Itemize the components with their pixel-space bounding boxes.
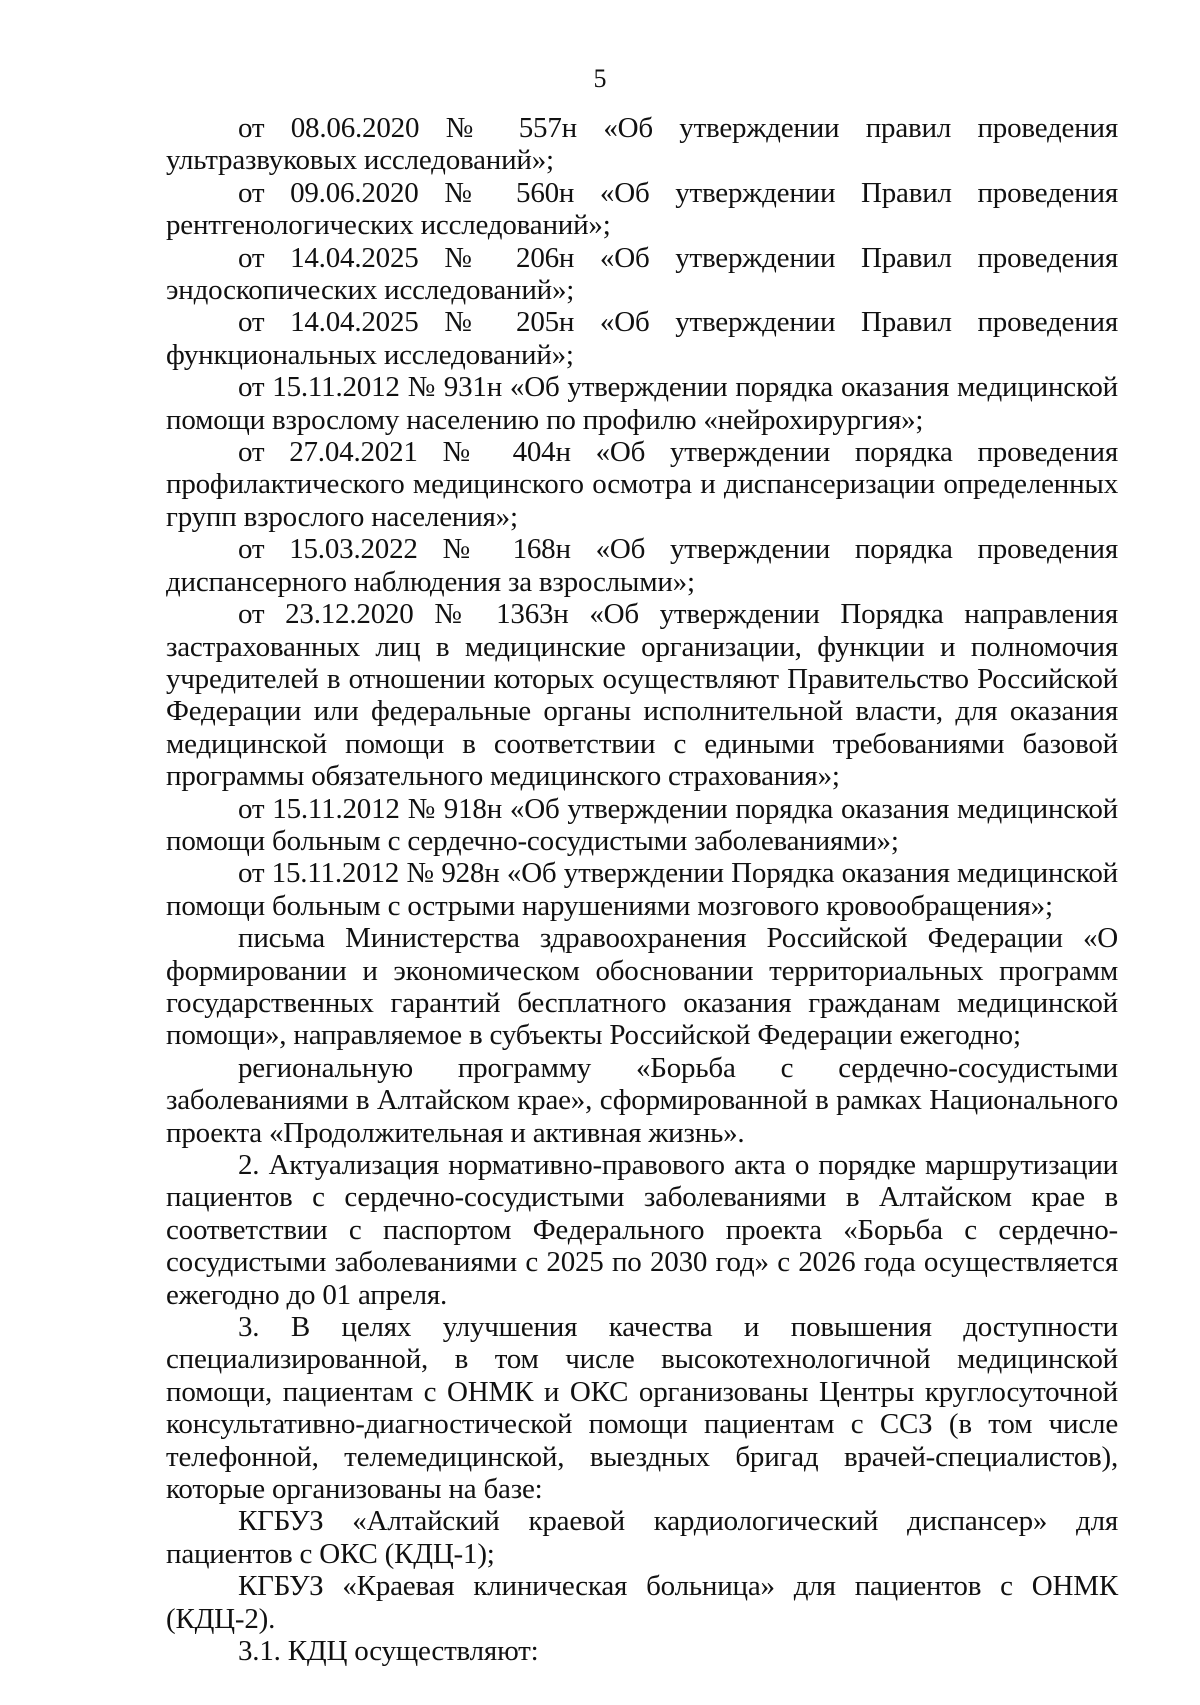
page-number: 5 (593, 64, 607, 93)
paragraph-ministry-letter: письма Министерства здравоохранения Российской Федерации «О формировании и экономическом обосновании территориальных программ государственных гарантий бесплатного оказания гражданам медицинской помощи», направляемое в субъекты Российской Федерации ежегодно; (166, 922, 1118, 1052)
paragraph-order-560n: от 09.06.2020 № 560н «Об утверждении Правил проведения рентгенологических исследований»; (166, 176, 1118, 242)
paragraph-order-206n: от 14.04.2025 № 206н «Об утверждении Правил проведения эндоскопических исследований»; (166, 241, 1118, 307)
paragraph-item-3-1: 3.1. КДЦ осуществляют: (238, 1635, 539, 1668)
paragraph-order-205n: от 14.04.2025 № 205н «Об утверждении Правил проведения функциональных исследований»; (166, 306, 1118, 371)
paragraph-order-168n: от 15.03.2022 № 168н «Об утверждении порядка проведения диспансерного наблюдения за взрослыми»; (166, 533, 1118, 598)
document-body (166, 112, 1118, 1668)
paragraph-order-557n: от 08.06.2020 № 557н «Об утверждении правил проведения ультразвуковых исследований»; (166, 112, 1118, 177)
paragraph-order-404n: от 27.04.2021 № 404н «Об утверждении порядка проведения профилактического медицинского осмотра и диспансеризации определенных групп взрослого населения»; (166, 436, 1118, 533)
paragraph-item-2: 2. Актуализация нормативно-правового акта о порядке маршрутизации пациентов с сердечно-сосудистыми заболеваниями в Алтайском крае в соответствии с паспортом Федерального проекта «Борьба с сердечно-сосудистыми заболеваниями с 2025 по 2030 год» с 2026 года осуществляется ежегодно до 01 апреля. (166, 1149, 1118, 1311)
paragraph-item-3: 3. В целях улучшения качества и повышения доступности специализированной, в том числе высокотехнологичной медицинской помощи, пациентам с ОНМК и ОКС организованы Центры круглосуточной консультативно-диагностической помощи пациентам с ССЗ (в том числе телефонной, телемедицинской, выездных бригад врачей-специалистов), которые организованы на базе: (166, 1311, 1118, 1506)
paragraph-order-1363n: от 23.12.2020 № 1363н «Об утверждении Порядка направления застрахованных лиц в медицинские организации, функции и полномочия учредителей в отношении которых осуществляют Правительство Российской Федерации или федеральные органы исполнительной власти, для оказания медицинской помощи в соответствии с едиными требованиями базовой программы обязательного медицинского страхования»; (166, 598, 1118, 793)
paragraph-order-928n: от 15.11.2012 № 928н «Об утверждении Порядка оказания медицинской помощи больным с острыми нарушениями мозгового кровообращения»; (166, 857, 1118, 922)
paragraph-regional-program: региональную программу «Борьба с сердечно-сосудистыми заболеваниями в Алтайском крае», сформированной в рамках Национального проекта «Продолжительная и активная жизнь». (166, 1051, 1118, 1149)
paragraph-order-918n: от 15.11.2012 № 918н «Об утверждении порядка оказания медицинской помощи больным с сердечно-сосудистыми заболеваниями»; (166, 792, 1118, 857)
paragraph-order-931n: от 15.11.2012 № 931н «Об утверждении порядка оказания медицинской помощи взрослому населению по профилю «нейрохирургия»; (166, 371, 1118, 436)
paragraph-kdc-2: КГБУЗ «Краевая клиническая больница» для пациентов с ОНМК (КДЦ-2). (166, 1570, 1118, 1635)
paragraph-kdc-1: КГБУЗ «Алтайский краевой кардиологический диспансер» для пациентов с ОКС (КДЦ-1); (166, 1505, 1118, 1570)
